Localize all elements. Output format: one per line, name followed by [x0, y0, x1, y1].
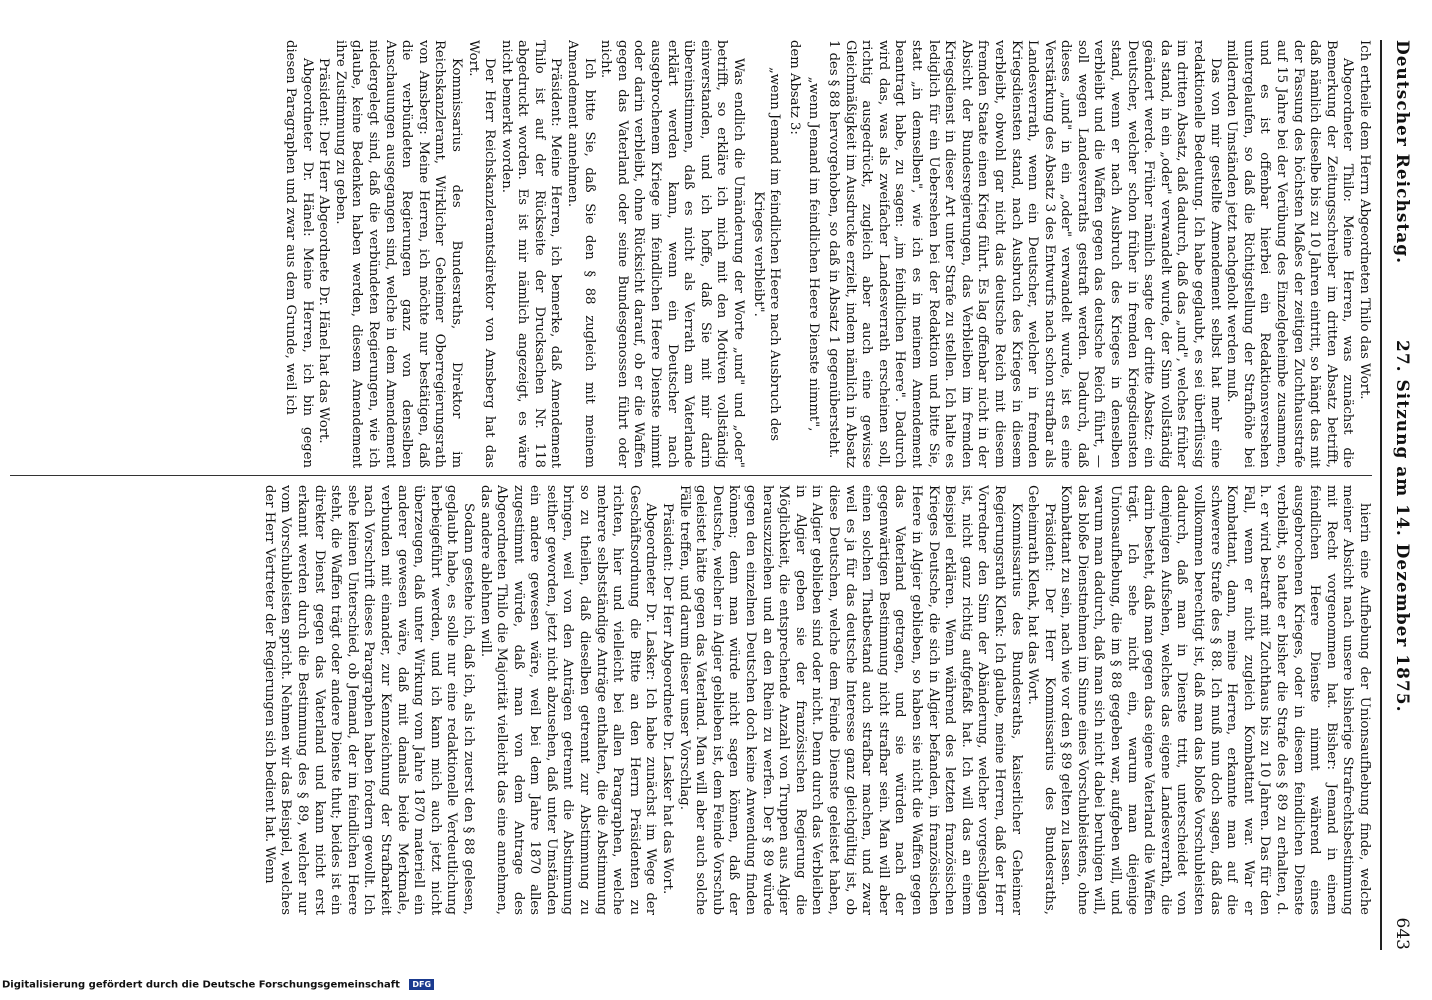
- header-session: 27. Sitzung am 14. Dezember 1875.: [1392, 340, 1412, 713]
- paragraph: Ich ertheile dem Herrn Abgeordneten Thilo das Wort.: [1357, 40, 1372, 400]
- paragraph: Kommissarius des Bundesraths, kaiserlicher Geheimer Regierungsrath Klenk: Ich glaube, meine Herren, daß der Herr Vorredner den Sinn der Abänderung, welcher vorgeschlagen ist, nicht ganz richtig aufgefaßt hat. Ich will das an einem Beispiel erklären. Wenn während des letzten französischen Krieges Deutsche, die sich in Algier befanden, in französischen Heere in Algier geblieben, so haben sie nicht die Waffen gegen das Vaterland getragen, und sie würden nach der gegenwärtigen Bestimmung nicht strafbar sein. Man will aber einen solchen Thatbestand auch strafbar machen, und zwar weil es ja für das deutsche Interesse ganz gleichgültig ist, ob diese Deutschen, welche dem Feinde Dienste geleistet haben, in Algier geblieben sind oder nicht. Denn durch das Verbleiben in Algier geben sie der französischen Regierung die Möglichkeit, die entsprechende Anzahl von Truppen aus Algier herauszuziehen und an den Rhein zu werfen. Der § 89 würde gegen den einzelnen Deutschen doch keine Anwendung finden können; denn man würde nicht sagen können, daß der Deutsche, welcher in Algier geblieben ist, dem Feinde Vorschub geleistet hätte gegen das Vaterland. Man will aber auch solche Fälle treffen, und darum dieser unser Vorschlag.: [676, 485, 1024, 915]
- digitization-note: Digitalisierung gefördert durch die Deutsche Forschungsgemeinschaft: [2, 979, 400, 991]
- paragraph: Sodann gestehe ich, daß ich, als ich zuerst den § 88 gelesen, geglaubt habe, es solle nur eine redaktionelle Verdeutlichung herbeigeführt werden, und ich kann mich auch jetzt nicht überzeugen, daß unter Wirkung vom Jahre 1870 materiell ein anderer gewesen wäre, daß mit damals beide Merkmale, verbunden mit einander, zur Kennzeichnung der Strafbarkeit nach Vorschrift dieses Paragraphen haben fordern gewollt. Ich sehe keinen Unterschied, ob Jemand, der im feindlichen Heere steht, die Waffen trägt oder andere Dienste thut; beides ist ein direkter Dienst gegen das Vaterland und kann nicht erst erkannt werden durch die Bestimmung des § 89, welcher nur vom Vorschubleisten spricht. Nehmen wir das Beispiel, welches der Herr Vertreter der Regierungen sich bedient hat. Wenn: [261, 485, 476, 915]
- page-number: 643: [1392, 917, 1412, 950]
- paragraph: Abgeordneter Dr. Lasker: Ich habe zunächst im Wege der Geschäftsordnung die Bitte an den Herrn Präsidenten zu richten, hier und vielleicht bei allen Paragraphen, welche mehrere selbstständige Anträge enthalten, die die Abstimmung so zu theilen, daß dieselben getrennt zur Abstimmung zu bringen, weil von den Anträgen getrennt die Abstimmung seither geworden, jetzt nicht abzusehen, daß unter Umständen ein andere gewesen wäre, weil bei dem Jahre 1870 alles zugestimmt würde, daß man von dem Antrage des Abgeordneten Thilo die Majorität vielleicht das eine annehmen, das andere ablehnen will.: [477, 485, 659, 915]
- paragraph: Abgeordneter Thilo: Meine Herren, was zunächst die Bemerkung der Zeitungsschreiber im dritten Absatz betrifft, daß nämlich dieselbe bis zu 10 Jahren eintritt, so hängt das mit der Fassung des höchsten Maßes der zeitigen Zuchthausstrafe auf 15 Jahre bei der Verübung des Einzelgeheimbe zusammen, und es ist offenbar hierbei ein Redaktionsversehen untergelaufen, so daß die Richtigstellung der Strafhöhe bei mildernden Umständen jetzt nachgeholt werden muß.: [1224, 40, 1356, 468]
- paragraph: Kommissarius des Bundesraths, Direktor im Reichskanzleramt, Wirklicher Geheimer Oberregierungsrath von Amsberg: Meine Herren, ich möchte nur bestätigen, daß die verbündeten Regierungen ganz von denselben Anschauungen ausgegangen sind, welche in dem Amendement niedergelegt sind, daß die verbündeten Regierungen, wie ich glaube, keine Bedenken haben werden, diesem Amendement ihre Zustimmung zu geben.: [332, 40, 464, 468]
- text-column-left: [10, 40, 1372, 468]
- paragraph: Präsident: Der Herr Abgeordnete Dr. Hänel hat das Wort.: [316, 58, 332, 444]
- paragraph: Ich bitte Sie, daß Sie den § 88 zugleich mit meinem Amendement annehmen.: [565, 40, 597, 468]
- paragraph: Präsident: Der Herr Abgeordnete Dr. Lasker hat das Wort.: [660, 503, 676, 895]
- digitization-footer: [0, 970, 1432, 1000]
- paragraph: Der Herr Reichskanzleramtsdirektor von Amsberg hat das Wort.: [465, 40, 498, 468]
- column-divider: [10, 475, 1372, 476]
- paragraph: Präsident: Meine Herren, ich bemerke, daß Amendement Thilo ist auf der Rückseite der Drucksachen Nr. 118 abgedruckt worden. Es ist mir nämlich angezeigt, es wäre nicht bemerkt worden.: [498, 40, 564, 468]
- paragraph: dem Absatz 3:: [786, 40, 802, 135]
- text-column-right: [10, 485, 1372, 915]
- paragraph: Was endlich die Umänderung der Worte „und" und „oder" betrifft, so erkläre ich mich mit den Motiven vollständig einverstanden, und ich hoffe, daß Sie mit mir darin übereinstimmen, daß es nicht als Verrath am Vaterlande erklärt werden kann, wenn ein Deutscher nach ausgebrochenem Kriege im feindlichen Heere Dienste nimmt oder darin verbleibt, ohne Rücksicht darauf, ob er die Waffen gegen das Vaterland oder seine Bundesgenossen führt oder nicht.: [598, 40, 747, 468]
- paragraph: hierin eine Aufhebung der Unionsaufhebung finde, welche meiner Absicht nach unsere bisherige Strafrechtsbestimmung mit Recht vorgenommen hat. Bisher: Jemand in einem feindlichen Heere Dienste nimmt während eines ausgebrochenen Krieges, oder in diesem feindlichen Dienste verbleibt, so hatte er bisher die Strafe des § 89 zu erhalten, d. h. er wird bestraft mit Zuchthaus bis zu 10 Jahren. Das für den Fall, wenn er nicht zugleich Kombattant war. War er Kombattant, dann, meine Herren, erkannte man auf die schwerere Strafe des § 88. Ich muß nun doch sagen, daß das vollkommen berechtigt ist, daß man das bloße Vorschubleisten dadurch, daß man in Dienste tritt, unterscheidet von demjenigen Aufsehen, welches das eigene Landesverrath, die darin besteht, daß man gegen das eigene Vaterland die Waffen trägt. Ich sehe nicht ein, warum man diejenige Unionsaufhebung, die im § 88 gegeben war, aufgeben will, und warum man dadurch, daß man sich nicht dabei beruhigen will, das bloße Dienstnehmen im Sinne eines Vorschubleistens, ohne Kombattant zu sein, nach wie vor den § 89 gelten zu lassen.: [1058, 485, 1372, 915]
- header-rule: [1380, 40, 1382, 950]
- paragraph: „wenn Jemand im feindlichen Heere nach Ausbruch des Krieges verbleibt".: [750, 67, 783, 441]
- paragraph: Abgeordneter Dr. Hänel: Meine Herren, ich bin gegen diesen Paragraphen und zwar aus dem Grunde, weil ich: [283, 40, 315, 468]
- dfg-logo: DFG: [409, 979, 434, 990]
- header-publication: Deutscher Reichstag.: [1392, 40, 1412, 265]
- page-header: [1384, 40, 1418, 950]
- paragraph: Das von mir gestellte Amendement selbst hat mehr eine redaktionelle Bedeutung. Ich habe geglaubt, es sei überflüssig im dritten Absatz, daß dadurch, daß das „und", welches früher da stand, in ein „oder" verwandelt wurde, der Sinn vollständig geändert werde. Früher nämlich sagte der dritte Absatz: ein Deutscher, welcher schon früher in fremden Kriegsdiensten stand, wenn er nach Ausbruch des Krieges in denselben verbleibt und die Waffen gegen das deutsche Reich führt, — soll wegen Landesverraths gestraft werden. Dadurch, daß dieses „und" in ein „oder" verwandelt wurde, ist es eine Verstärkung des Absatz 3 des Entwurfs nach schon strafbar als Landesverrath, wenn ein Deutscher, welcher in fremden Kriegsdiensten stand, nach Ausbruch des Krieges in diesem verbleibt, obwohl gar nicht das deutsche Reich mit diesem fremden Staate einen Krieg führt. Es lag offenbar nicht in der Absicht der Bundesregierungen, das Verbleiben im fremden Kriegsdienst in dieser Art unter Strafe zu stellen. Ich halte es lediglich für ein Uebersehen bei der Redaktion und bitte Sie, statt „in demselben", wie ich es in meinem Amendement beantragt habe, zu sagen: „im feindlichen Heere". Dadurch wird das, was als zweifacher Landesverrath erscheinen soll, richtig ausgedrückt, zugleich aber auch eine gewisse Gleichmäßigkeit im Ausdrucke erzielt, indem nämlich in Absatz 1 des § 88 hervorgehoben, so daß in Absatz 1 gegenübersteht.: [826, 40, 1223, 468]
- paragraph: Präsident: Der Herr Kommissarius des Bundesraths, Geheimrath Klenk, hat das Wort.: [1025, 485, 1057, 915]
- paragraph: „wenn Jemand im feindlichen Heere Dienste nimmt",: [806, 76, 822, 432]
